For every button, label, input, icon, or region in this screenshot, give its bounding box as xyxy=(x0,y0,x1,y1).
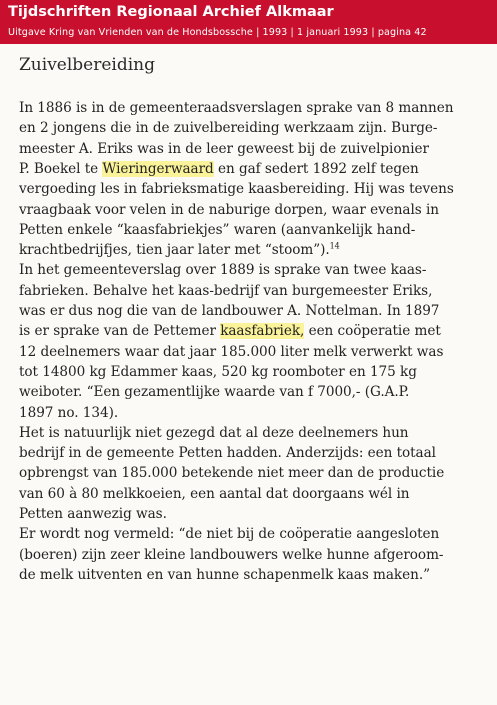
line-text: van 60 à 80 melkkoeien, een aantal dat doorgaans wél in xyxy=(19,485,410,502)
text-line xyxy=(19,463,444,483)
line-text: Er wordt nog vermeld: “de niet bij de coöperatie aangesloten xyxy=(19,526,440,543)
text-line xyxy=(19,179,454,199)
footnote-marker: 14 xyxy=(329,241,340,251)
line-text: is er sprake van de Pettemer xyxy=(19,323,221,340)
text-line xyxy=(19,504,167,524)
line-text: de melk uitventen en van hunne schapenmelk kaas maken.” xyxy=(19,566,430,583)
text-line xyxy=(19,403,118,423)
text-line xyxy=(19,139,429,159)
line-text: en gaf sedert 1892 zelf tegen xyxy=(213,160,419,177)
line-text: Petten enkele “kaasfabriekjes” waren (aanvankelijk hand- xyxy=(19,221,416,238)
line-text: (boeren) zijn zeer kleine landbouwers welke hunne afgeroom- xyxy=(19,546,444,563)
text-line xyxy=(19,443,436,463)
line-text: was er dus nog die van de landbouwer A. Nottelman. In 1897 xyxy=(19,303,440,319)
text-line xyxy=(19,220,415,240)
publication-info: Uitgave Kring van Vrienden van de Hondsbossche | 1993 | 1 januari 1993 | pagina 42 xyxy=(8,27,427,38)
text-line xyxy=(19,342,443,362)
line-text: krachtbedrijfjes, tien jaar later met “stoom”). xyxy=(19,242,330,259)
line-text: vergoeding les in fabrieksmatige kaasbereiding. Hij was tevens xyxy=(19,181,454,198)
text-line xyxy=(19,260,426,280)
text-line xyxy=(19,98,453,118)
text-line xyxy=(19,301,439,321)
text-line xyxy=(19,321,441,341)
line-text: In het gemeenteverslag over 1889 is sprake van twee kaas- xyxy=(19,262,427,279)
line-text: opbrengst van 185.000 betekende niet meer dan de productie xyxy=(19,465,445,482)
search-highlight: kaasfabriek, xyxy=(220,323,305,340)
text-line xyxy=(19,524,439,544)
line-text: 1897 no. 134). xyxy=(19,404,119,421)
text-line xyxy=(19,281,432,301)
text-line xyxy=(19,159,419,179)
line-text: meester A. Eriks was in de leer geweest bij de zuivelpionier xyxy=(19,140,429,157)
text-line xyxy=(19,423,409,443)
line-text: en 2 jongens die in de zuivelbereiding werkzaam zijn. Burge- xyxy=(19,120,438,137)
text-line xyxy=(19,200,439,220)
line-text: fabrieken. Behalve het kaas-bedrijf van burgemeester Eriks, xyxy=(19,282,433,299)
article-heading: Zuivelbereiding xyxy=(19,55,156,75)
text-line xyxy=(19,382,409,402)
text-line xyxy=(19,118,437,138)
line-text: Het is natuurlijk niet gezegd dat al deze deelnemers hun xyxy=(19,424,409,441)
archive-title: Tijdschriften Regionaal Archief Alkmaar xyxy=(8,4,334,20)
text-line xyxy=(19,545,443,565)
line-text: vraagbaak voor velen in de naburige dorpen, waar evenals in xyxy=(19,201,439,218)
line-text: In 1886 is in de gemeenteraadsverslagen sprake van 8 mannen xyxy=(19,100,454,116)
line-text: weiboter. “Een gezamentlijke waarde van f 7000,- (G.A.P. xyxy=(19,384,410,401)
text-line xyxy=(19,362,417,382)
text-line xyxy=(19,240,340,260)
search-highlight: Wieringerwaard xyxy=(102,160,214,177)
line-text: P. Boekel te xyxy=(19,160,103,177)
archive-header xyxy=(0,0,497,44)
line-text: 12 deelnemers waar dat jaar 185.000 liter melk verwerkt was xyxy=(19,343,444,360)
line-text: tot 14800 kg Edammer kaas, 520 kg roomboter en 175 kg xyxy=(19,363,417,380)
line-text: bedrijf in de gemeente Petten hadden. Anderzijds: een totaal xyxy=(19,445,436,462)
text-line xyxy=(19,484,410,504)
line-text: Petten aanwezig was. xyxy=(19,506,167,522)
line-text: een coöperatie met xyxy=(304,323,441,340)
text-line xyxy=(19,565,430,585)
